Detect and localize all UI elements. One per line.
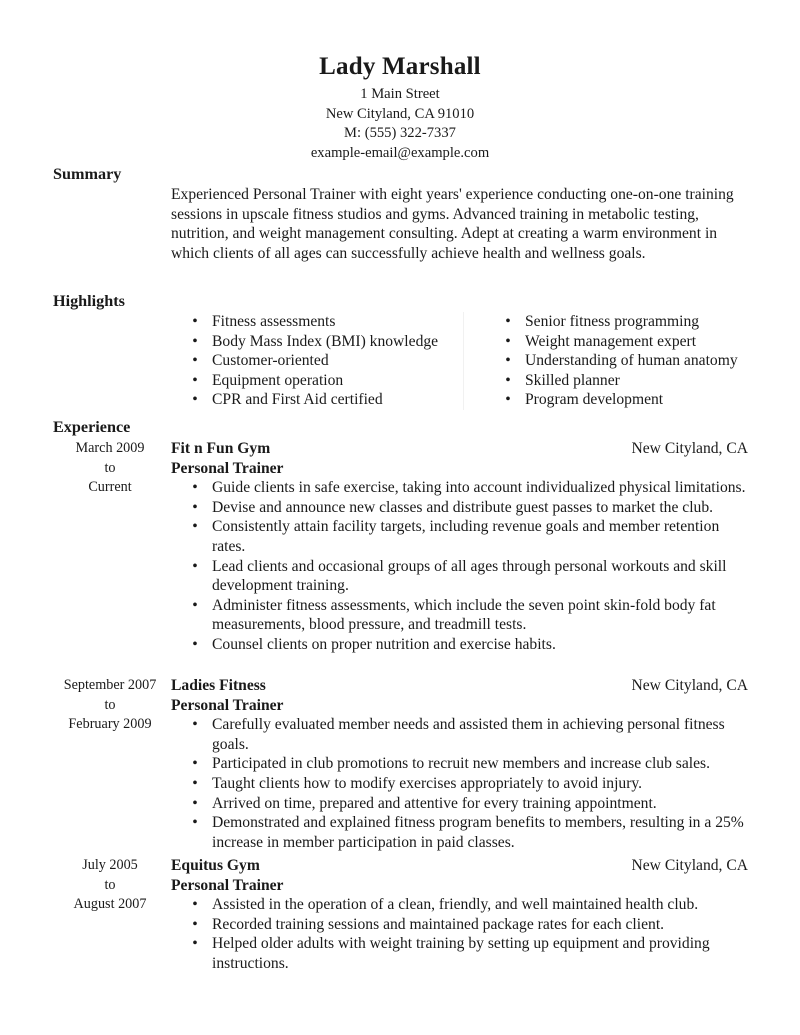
highlight-text: Equipment operation bbox=[212, 371, 344, 389]
job-date-separator: to bbox=[104, 876, 116, 893]
bullet-icon bbox=[190, 371, 200, 391]
company-row bbox=[171, 676, 748, 696]
job-start-date: September 2007 bbox=[63, 677, 157, 693]
company-name: Ladies Fitness bbox=[171, 677, 266, 694]
highlight-item bbox=[171, 332, 463, 352]
job-date-separator: to bbox=[104, 696, 116, 713]
highlight-text: Weight management expert bbox=[525, 332, 697, 350]
duty-item bbox=[171, 813, 748, 852]
job-location: New Cityland, CA bbox=[631, 440, 748, 457]
duty-item bbox=[171, 517, 748, 556]
duty-text: Lead clients and occasional groups of all ages through personal workouts and skill development training. bbox=[212, 557, 727, 595]
highlight-item bbox=[484, 351, 738, 371]
duty-item bbox=[171, 478, 748, 498]
highlight-text: Customer-oriented bbox=[212, 352, 329, 370]
job-date-separator: to bbox=[104, 459, 116, 476]
highlights-column-left bbox=[171, 312, 464, 410]
job-duties bbox=[171, 895, 748, 973]
duty-item bbox=[171, 774, 748, 794]
duty-item bbox=[171, 635, 748, 655]
highlight-text: CPR and First Aid certified bbox=[212, 391, 383, 409]
job-location: New Cityland, CA bbox=[631, 857, 748, 874]
bullet-icon bbox=[190, 715, 200, 735]
bullet-icon bbox=[190, 635, 200, 655]
bullet-icon bbox=[503, 390, 513, 410]
candidate-name: Lady Marshall bbox=[319, 53, 481, 80]
highlight-item bbox=[484, 332, 738, 352]
duty-item bbox=[171, 895, 748, 915]
bullet-icon bbox=[503, 351, 513, 371]
duty-text: Consistently attain facility targets, including revenue goals and member retention rates. bbox=[212, 518, 720, 555]
highlight-text: Fitness assessments bbox=[212, 313, 336, 330]
highlight-item bbox=[171, 312, 463, 332]
phone-line: M: (555) 322-7337 bbox=[344, 125, 456, 141]
job-title: Personal Trainer bbox=[171, 696, 284, 714]
duty-text: Carefully evaluated member needs and assisted them in achieving personal fitness goals. bbox=[212, 716, 725, 753]
duty-text: Counsel clients on proper nutrition and exercise habits. bbox=[212, 635, 556, 653]
duty-item bbox=[171, 557, 748, 596]
highlight-item bbox=[171, 351, 463, 371]
bullet-icon bbox=[190, 332, 200, 352]
duty-text: Taught clients how to modify exercises appropriately to avoid injury. bbox=[212, 774, 643, 792]
resume-header bbox=[0, 52, 800, 163]
duty-text: Guide clients in safe exercise, taking into account individualized physical limitations. bbox=[212, 479, 746, 497]
bullet-icon bbox=[190, 813, 200, 833]
bullet-icon bbox=[190, 596, 200, 616]
job-details bbox=[171, 856, 748, 974]
highlight-item bbox=[171, 371, 463, 391]
highlights-column-right bbox=[464, 312, 738, 410]
bullet-icon bbox=[190, 774, 200, 794]
bullet-icon bbox=[190, 557, 200, 577]
highlight-item bbox=[171, 390, 463, 410]
city-line: New Cityland, CA 91010 bbox=[325, 105, 475, 122]
duty-text: Devise and announce new classes and distribute guest passes to market the club. bbox=[212, 498, 714, 516]
bullet-icon bbox=[190, 895, 200, 915]
company-row bbox=[171, 856, 748, 876]
bullet-icon bbox=[190, 915, 200, 935]
bullet-icon bbox=[190, 754, 200, 774]
bullet-icon bbox=[190, 517, 200, 537]
duty-text: Recorded training sessions and maintained package rates for each client. bbox=[212, 915, 665, 933]
job-details bbox=[171, 676, 748, 852]
duty-item bbox=[171, 794, 748, 814]
duty-text: Administer fitness assessments, which include the seven point skin-fold body fat measurements, blood pressure, and treadmill tests. bbox=[212, 596, 716, 634]
job-location: New Cityland, CA bbox=[631, 677, 748, 694]
duty-text: Helped older adults with weight training by setting up equipment and providing instructions. bbox=[212, 935, 710, 972]
highlight-text: Understanding of human anatomy bbox=[525, 352, 738, 370]
job-dates bbox=[55, 856, 165, 915]
summary-text: Experienced Personal Trainer with eight years' experience conducting one-on-one training sessions in upscale fitness studios and gyms. Advanced training in metabolic testing, nutrition, and weight management consulting. Adept at creating a warm environment in which clients of all ages can successfully achieve health and wellness goals. bbox=[171, 186, 734, 262]
job-end-date: August 2007 bbox=[73, 896, 147, 913]
highlight-text: Skilled planner bbox=[525, 371, 620, 389]
duty-item bbox=[171, 596, 748, 635]
duty-item bbox=[171, 498, 748, 518]
job-end-date: February 2009 bbox=[68, 716, 152, 733]
job-dates bbox=[55, 439, 165, 498]
job-end-date: Current bbox=[88, 479, 132, 496]
bullet-icon bbox=[503, 332, 513, 352]
duty-item bbox=[171, 934, 748, 973]
duty-text: Demonstrated and explained fitness program benefits to members, resulting in a 25% increase in member participation in paid classes. bbox=[212, 814, 744, 851]
highlights-list bbox=[171, 312, 751, 410]
bullet-icon bbox=[190, 390, 200, 410]
highlight-item bbox=[484, 312, 738, 332]
bullet-icon bbox=[190, 498, 200, 518]
job-details bbox=[171, 439, 748, 655]
summary-heading: Summary bbox=[53, 165, 122, 183]
duty-text: Participated in club promotions to recruit new members and increase club sales. bbox=[212, 755, 710, 773]
email-line: example-email@example.com bbox=[310, 144, 490, 161]
address-line: 1 Main Street bbox=[360, 86, 440, 102]
job-dates bbox=[55, 676, 165, 735]
job-duties bbox=[171, 715, 748, 852]
company-row bbox=[171, 439, 748, 459]
experience-heading: Experience bbox=[53, 418, 131, 436]
company-name: Equitus Gym bbox=[171, 857, 260, 874]
duty-item bbox=[171, 715, 748, 754]
highlight-text: Body Mass Index (BMI) knowledge bbox=[212, 332, 439, 350]
highlight-text: Senior fitness programming bbox=[525, 313, 700, 330]
highlight-item bbox=[484, 390, 738, 410]
bullet-icon bbox=[190, 934, 200, 954]
bullet-icon bbox=[503, 312, 513, 332]
duty-item bbox=[171, 915, 748, 935]
job-duties bbox=[171, 478, 748, 654]
job-start-date: March 2009 bbox=[75, 440, 145, 456]
bullet-icon bbox=[503, 371, 513, 391]
bullet-icon bbox=[190, 312, 200, 332]
job-title: Personal Trainer bbox=[171, 876, 284, 894]
bullet-icon bbox=[190, 351, 200, 371]
highlight-text: Program development bbox=[525, 391, 664, 409]
job-title: Personal Trainer bbox=[171, 459, 284, 477]
duty-text: Arrived on time, prepared and attentive for every training appointment. bbox=[212, 794, 657, 812]
highlight-item bbox=[484, 371, 738, 391]
duty-item bbox=[171, 754, 748, 774]
bullet-icon bbox=[190, 794, 200, 814]
duty-text: Assisted in the operation of a clean, friendly, and well maintained health club. bbox=[212, 896, 699, 914]
job-start-date: July 2005 bbox=[82, 857, 138, 873]
company-name: Fit n Fun Gym bbox=[171, 440, 271, 457]
highlights-heading: Highlights bbox=[53, 292, 125, 310]
bullet-icon bbox=[190, 478, 200, 498]
